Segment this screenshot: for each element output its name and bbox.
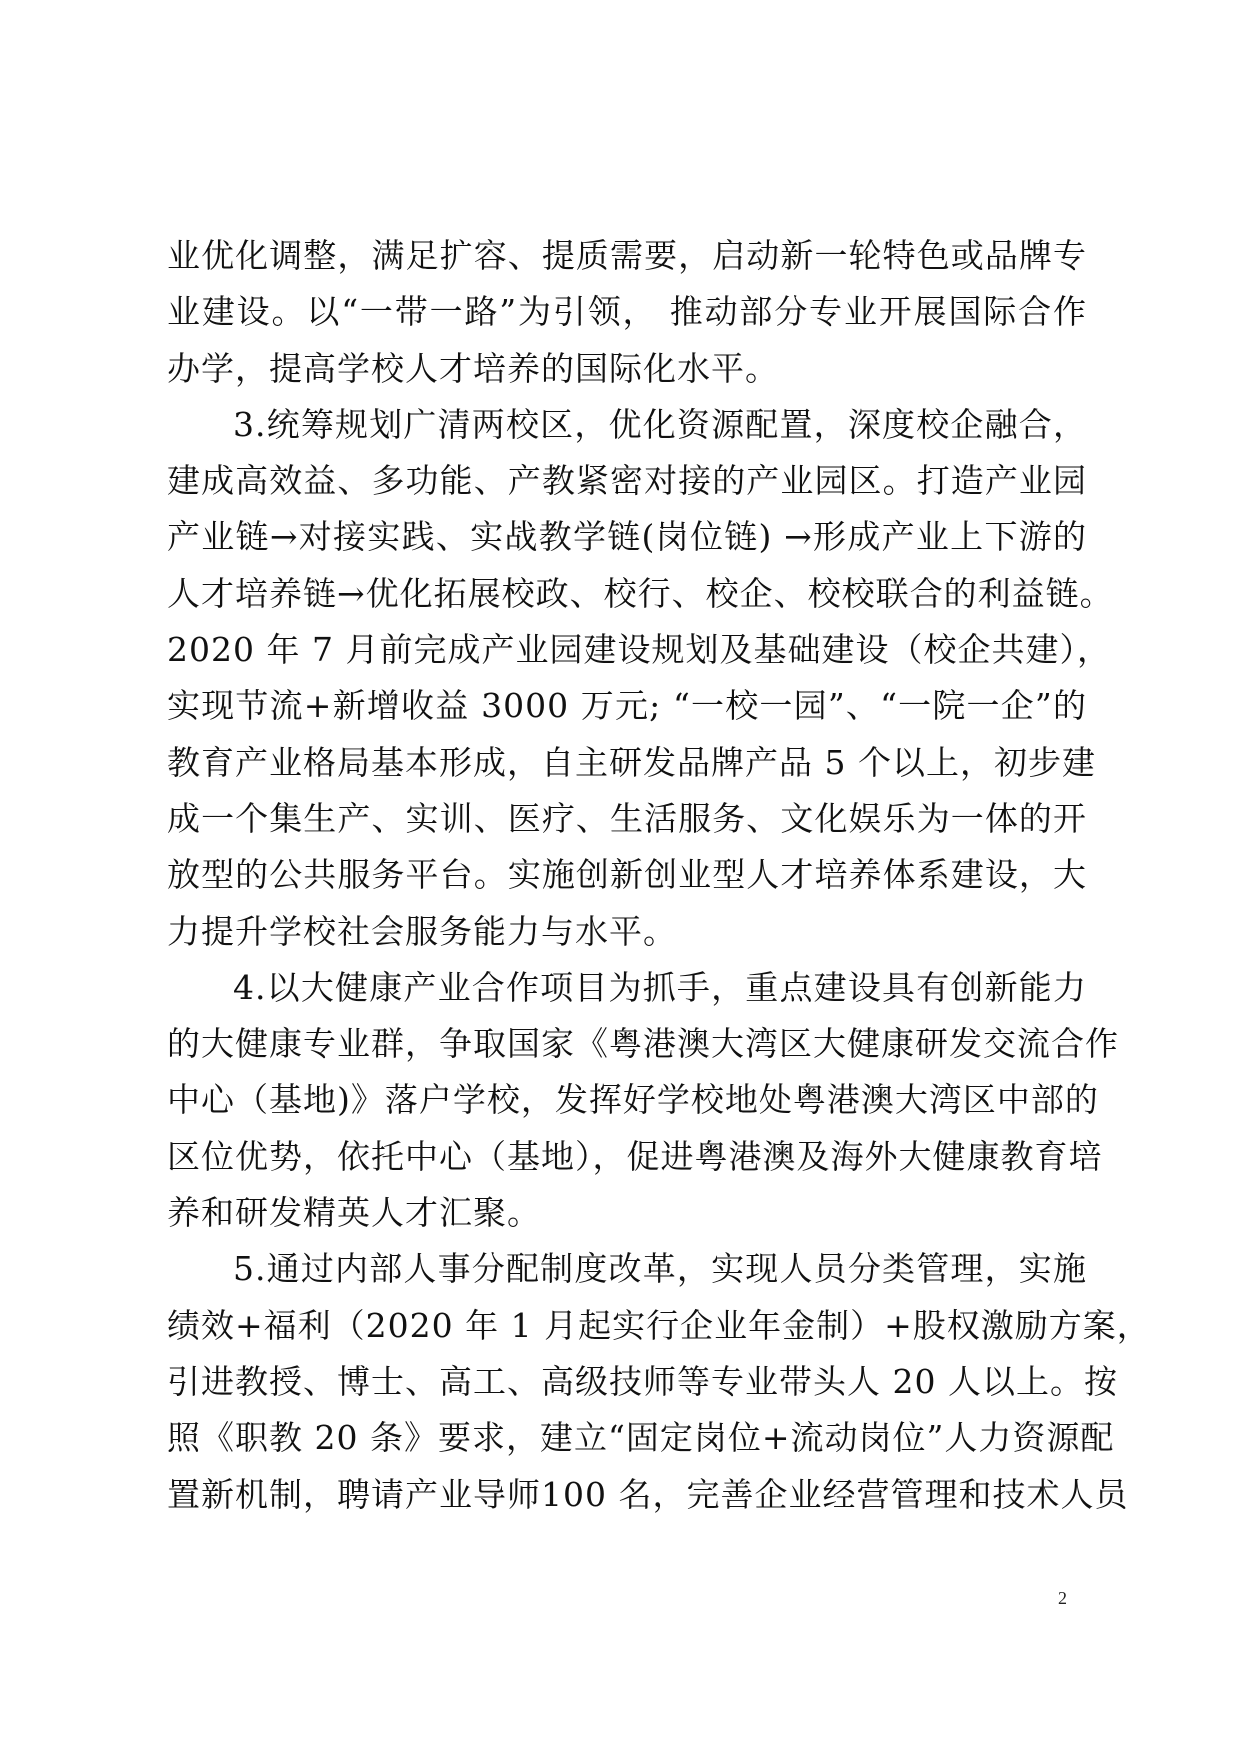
- text-line: 4.以大健康产业合作项目为抓手，重点建设具有创新能力: [233, 967, 1087, 1007]
- text-line: 实现节流+新增收益 3000 万元; “一校一园”、“一院一企”的: [167, 686, 1087, 726]
- text-line: 教育产业格局基本形成，自主研发品牌产品 5 个以上，初步建: [167, 742, 1096, 782]
- text-line: 人才培养链→优化拓展校政、校行、校企、校校联合的利益链。: [167, 573, 1114, 613]
- text-line: 绩效+福利（2020 年 1 月起实行企业年金制）+股权激励方案，: [167, 1305, 1151, 1345]
- text-line: 业建设。以“一带一路”为引领， 推动部分专业开展国际合作: [167, 292, 1087, 332]
- text-line: 3.统筹规划广清两校区，优化资源配置，深度校企融合，: [233, 404, 1087, 444]
- text-line: 的大健康专业群，争取国家《粤港澳大湾区大健康研发交流合作: [167, 1024, 1119, 1064]
- text-line: 放型的公共服务平台。实施创新创业型人才培养体系建设，大: [167, 855, 1087, 895]
- page-number: 2: [1058, 1588, 1067, 1608]
- text-line: 中心（基地)》落户学校，发挥好学校地处粤港澳大湾区中部的: [167, 1080, 1099, 1120]
- text-line: 养和研发精英人才汇聚。: [167, 1193, 541, 1233]
- text-line: 5.通过内部人事分配制度改革，实现人员分类管理，实施: [233, 1249, 1087, 1289]
- text-line: 业优化调整，满足扩容、提质需要，启动新一轮特色或品牌专: [167, 236, 1087, 275]
- text-line: 置新机制，聘请产业导师100 名，完善企业经营管理和技术人员: [167, 1474, 1129, 1514]
- text-line: 办学，提高学校人才培养的国际化水平。: [167, 348, 779, 388]
- text-line: 区位优势，依托中心（基地），促进粤港澳及海外大健康教育培: [167, 1136, 1103, 1176]
- text-line: 成一个集生产、实训、医疗、生活服务、文化娱乐为一体的开: [167, 798, 1087, 838]
- text-line: 照《职教 20 条》要求，建立“固定岗位+流动岗位”人力资源配: [167, 1418, 1115, 1458]
- document-body: [167, 228, 1151, 1523]
- text-line: 力提升学校社会服务能力与水平。: [167, 911, 677, 951]
- text-line: 2020 年 7 月前完成产业园建设规划及基础建设（校企共建），: [167, 630, 1111, 670]
- text-line: 建成高效益、多功能、产教紧密对接的产业园区。打造产业园: [167, 461, 1087, 501]
- text-line: 产业链→对接实践、实战教学链(岗位链) →形成产业上下游的: [167, 517, 1087, 557]
- text-line: 引进教授、博士、高工、高级技师等专业带头人 20 人以上。按: [167, 1361, 1118, 1401]
